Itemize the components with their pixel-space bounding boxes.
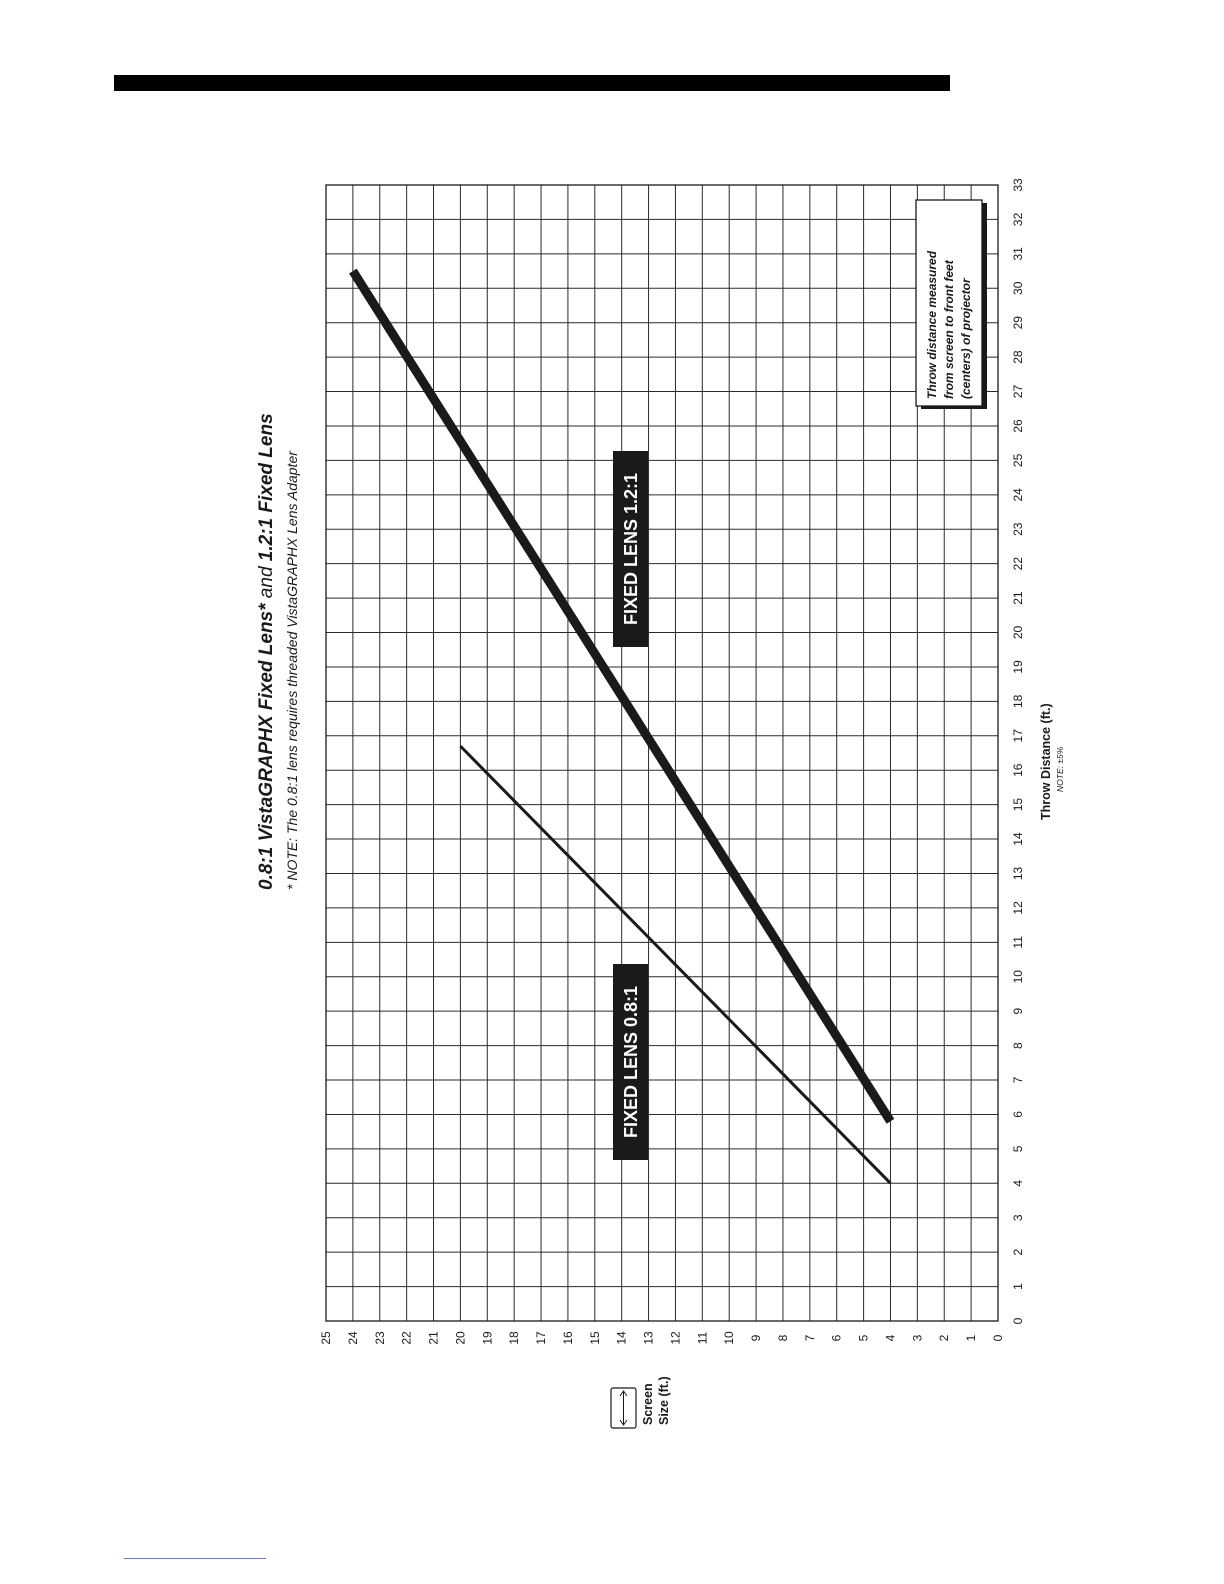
x-tick-label: 3 [1011, 1214, 1025, 1222]
x-tick-label: 2 [1011, 1248, 1025, 1256]
chart-subtitle: * NOTE: The 0.8:1 lens requires threaded VistaGRAPHX Lens Adapter [284, 451, 300, 890]
x-tick-label: 6 [1011, 1111, 1025, 1118]
chart-title [256, 413, 277, 890]
y-tick-label: 19 [480, 1331, 495, 1345]
x-tick-label: 12 [1011, 901, 1025, 915]
x-tick-label: 7 [1011, 1076, 1025, 1084]
y-tick-label: 3 [910, 1334, 925, 1342]
x-tick-label: 9 [1011, 1007, 1025, 1015]
x-tick-label: 23 [1011, 522, 1025, 536]
x-tick-label: 32 [1011, 212, 1025, 227]
chart-title-part3: 1.2:1 Fixed Lens [256, 413, 277, 562]
throw-note-box [916, 200, 987, 409]
x-tick-labels [1011, 178, 1025, 1324]
chart-title-part1: Fixed Lens* [256, 603, 277, 711]
y-tick-label: 14 [614, 1331, 629, 1345]
x-tick-label: 26 [1011, 419, 1025, 433]
y-tick-label: 4 [883, 1334, 898, 1342]
y-tick-label: 9 [749, 1334, 764, 1342]
x-tick-label: 5 [1011, 1145, 1025, 1153]
throw-note-line3: (centers) of projector [959, 278, 973, 399]
x-tick-label: 33 [1011, 178, 1025, 192]
y-tick-label: 11 [695, 1331, 710, 1345]
label-fixed-lens-1-2 [613, 451, 648, 647]
x-axis-note: NOTE: ±5% [1055, 746, 1065, 792]
y-tick-label: 0 [991, 1334, 1005, 1342]
y-tick-label: 8 [775, 1334, 790, 1342]
x-tick-label: 19 [1011, 660, 1025, 674]
x-tick-label: 15 [1011, 797, 1025, 812]
x-tick-label: 18 [1011, 694, 1025, 709]
y-tick-label: 16 [560, 1331, 575, 1345]
y-tick-label: 24 [345, 1331, 360, 1345]
x-tick-label: 28 [1011, 350, 1025, 364]
x-tick-label: 21 [1011, 591, 1025, 605]
x-tick-label: 29 [1011, 316, 1025, 330]
x-tick-label: 0 [1011, 1317, 1025, 1325]
chart-title-part2: and [256, 566, 277, 599]
chart-title-prefix: 0.8:1 [256, 846, 277, 890]
x-tick-label: 13 [1011, 866, 1025, 881]
x-tick-label: 17 [1011, 729, 1025, 743]
x-tick-label: 11 [1011, 936, 1025, 949]
x-tick-label: 1 [1011, 1283, 1025, 1290]
y-tick-label: 21 [426, 1331, 441, 1345]
y-tick-label: 25 [319, 1331, 333, 1345]
y-tick-label: 10 [722, 1331, 737, 1345]
x-tick-label: 14 [1011, 832, 1025, 846]
x-tick-label: 20 [1011, 625, 1025, 640]
screen-size-icon [611, 1388, 636, 1428]
y-tick-label: 13 [641, 1331, 656, 1345]
y-tick-label: 20 [453, 1331, 468, 1345]
y-tick-label: 6 [829, 1334, 844, 1342]
y-tick-label: 17 [534, 1331, 549, 1345]
x-tick-label: 22 [1011, 556, 1025, 571]
y-tick-label: 5 [856, 1334, 871, 1342]
x-tick-label: 25 [1011, 453, 1025, 468]
chart-title-brand: VistaGRAPHX [256, 715, 277, 842]
y-axis-title-line1: Screen [641, 1383, 655, 1425]
y-tick-label: 15 [587, 1331, 602, 1345]
label-fixed-lens-0-8 [613, 964, 648, 1160]
x-tick-label: 10 [1011, 970, 1025, 984]
label-fixed-lens-0-8-text: FIXED LENS 0.8:1 [621, 985, 641, 1139]
throw-note-line1: Throw distance measured [925, 250, 939, 399]
y-tick-labels [319, 1331, 1005, 1345]
x-tick-label: 8 [1011, 1042, 1025, 1049]
y-tick-label: 18 [507, 1331, 522, 1345]
x-tick-label: 4 [1011, 1179, 1025, 1187]
throw-note-line2: from screen to front feet [942, 260, 956, 399]
y-tick-label: 12 [668, 1331, 683, 1345]
x-tick-label: 30 [1011, 281, 1025, 295]
y-tick-label: 1 [964, 1334, 979, 1342]
y-tick-label: 2 [937, 1334, 952, 1342]
y-tick-label: 23 [372, 1331, 387, 1345]
label-fixed-lens-1-2-text: FIXED LENS 1.2:1 [621, 472, 641, 626]
x-tick-label: 24 [1011, 488, 1025, 502]
x-tick-label: 16 [1011, 763, 1025, 777]
x-axis-title: Throw Distance (ft.) [1039, 703, 1053, 820]
x-tick-label: 27 [1011, 384, 1025, 399]
y-axis-title-line2: Size (ft.) [657, 1376, 671, 1425]
y-tick-label: 7 [802, 1334, 817, 1342]
y-tick-label: 22 [399, 1331, 414, 1345]
x-tick-label: 31 [1011, 247, 1025, 261]
